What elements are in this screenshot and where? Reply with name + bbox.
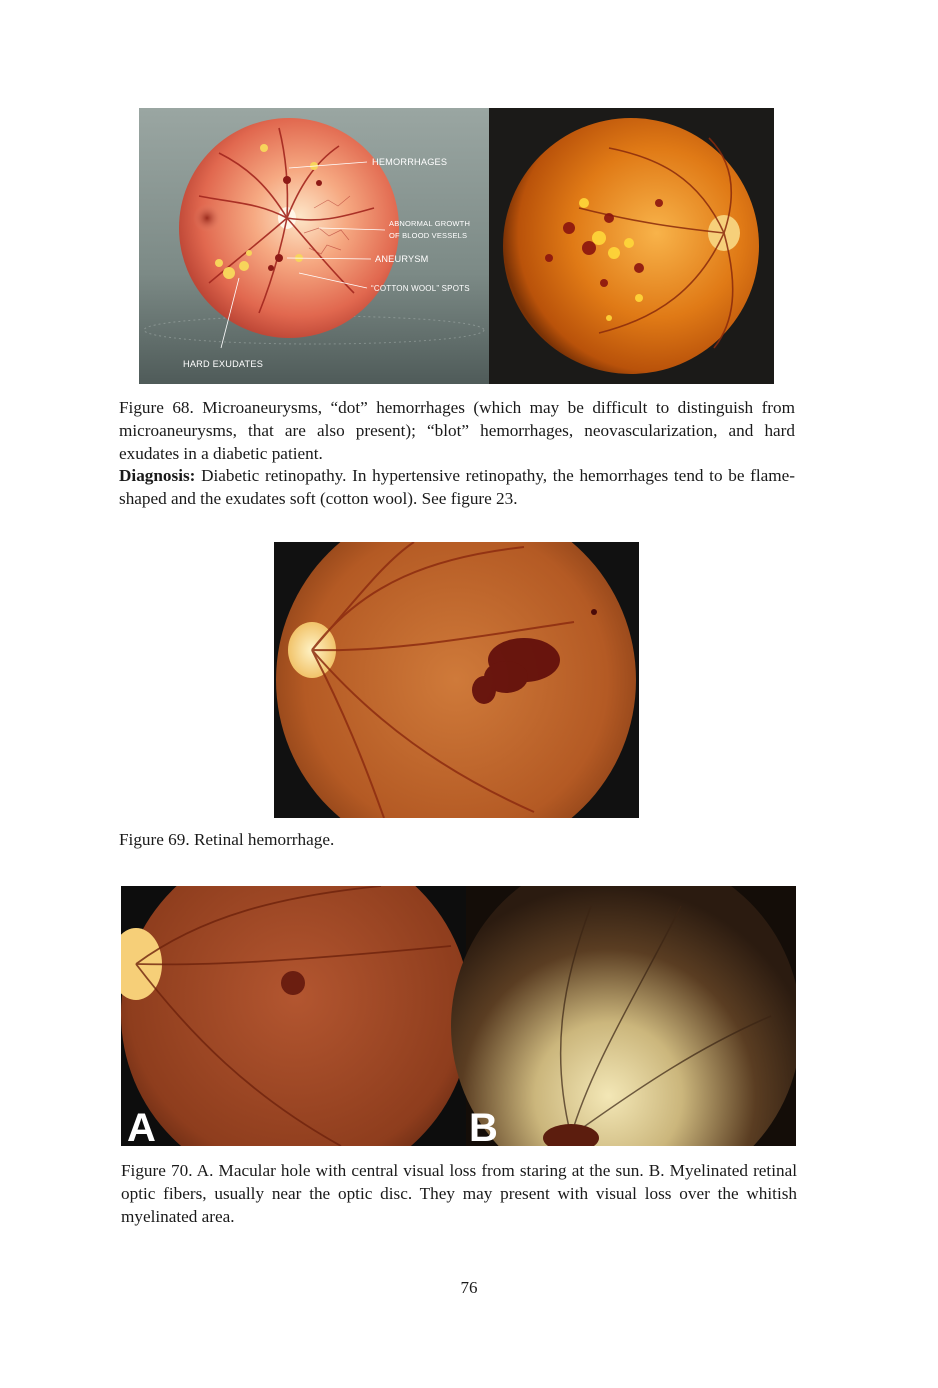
figure-70-caption: Figure 70. A. Macular hole with central visual loss from staring at the sun. B. Myelinated retinal optic fibers, usually near the optic disc. They may present with visual loss over the whitish myelinated area. <box>121 1161 797 1226</box>
label-abnormal-growth-2: OF BLOOD VESSELS <box>389 231 468 240</box>
page-number: 76 <box>460 1278 478 1297</box>
label-abnormal-growth-1: ABNORMAL GROWTH <box>389 219 471 228</box>
diagnosis-text: Diabetic retinopathy. In hypertensive retinopathy, the hemorrhages tend to be flame-shaped and the exudates soft (cotton wool). See figure 23. <box>119 466 795 509</box>
figure-70-svg <box>121 886 796 1150</box>
label-hemorrhages: HEMORRHAGES <box>372 157 448 167</box>
figure-68-svg <box>139 108 774 384</box>
figure-68-caption-text: Figure 68. Microaneurysms, “dot” hemorrhages (which may be difficult to distinguish from microaneurysms, that are also present); “blot” hemorrhages, neovascularization, and hard exudates in a diabetic patient. <box>119 398 795 463</box>
figure-68-caption <box>119 397 795 511</box>
figure-68-image <box>139 108 774 384</box>
figure-70-image <box>121 886 796 1150</box>
panel-a-label: A <box>127 1106 156 1150</box>
figure-69-svg <box>274 542 639 818</box>
figure-69-image <box>274 542 639 818</box>
diagnosis-label: Diagnosis: <box>119 466 196 486</box>
label-cotton-wool: “COTTON WOOL” SPOTS <box>371 284 470 293</box>
panel-b-label: B <box>469 1106 498 1150</box>
label-aneurysm: ANEURYSM <box>375 254 429 264</box>
label-hard-exudates: HARD EXUDATES <box>183 359 264 369</box>
figure-69-caption: Figure 69. Retinal hemorrhage. <box>119 830 335 849</box>
